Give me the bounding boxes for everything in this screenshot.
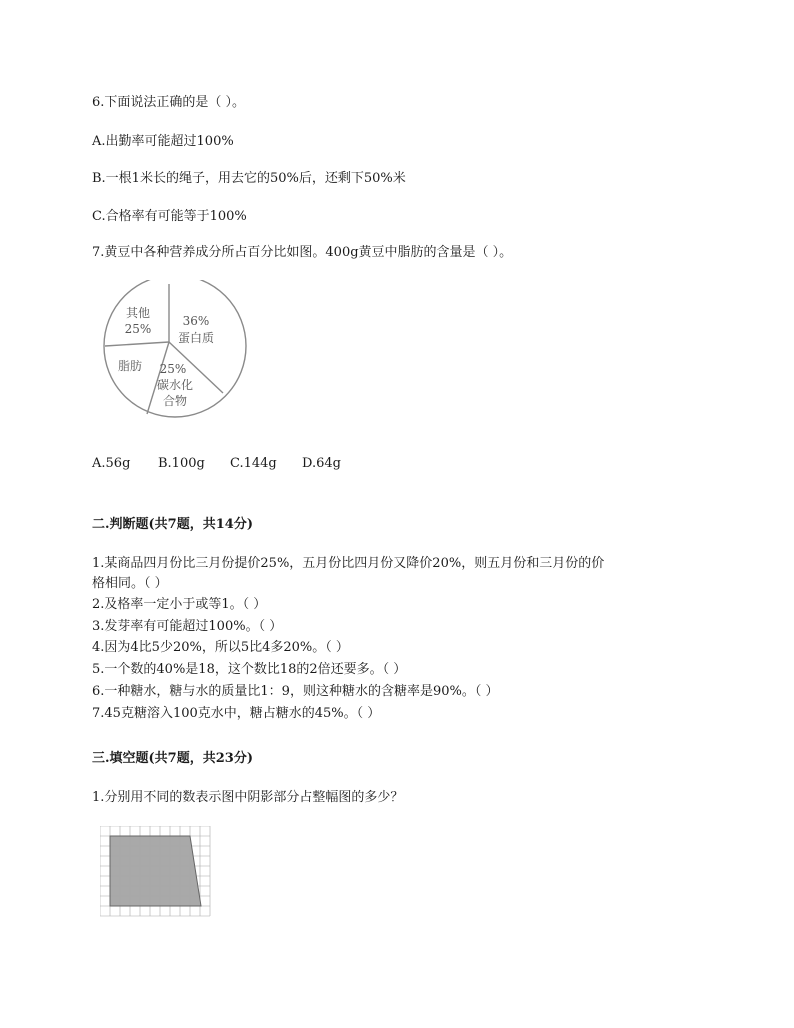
judge-item-2: 2.及格率一定小于或等1。（ ） bbox=[92, 597, 267, 612]
question-7-option-c: C.144g bbox=[230, 456, 277, 471]
fill-question-1: 1.分别用不同的数表示图中阴影部分占整幅图的多少？ bbox=[92, 790, 404, 805]
judge-item-1: 1.某商品四月份比三月份提价25%，五月份比四月份又降价20%，则五月份和三月份的价 bbox=[92, 556, 605, 571]
pie-label-fat-name: 脂肪 bbox=[117, 359, 143, 373]
section-2-title: 二.判断题(共7题，共14分) bbox=[92, 517, 253, 532]
judge-item-4: 4.因为4比5少20%，所以5比4多20%。（ ） bbox=[92, 640, 349, 655]
pie-label-other-percent: 25% bbox=[124, 322, 152, 336]
question-6-option-b: B.一根1米长的绳子，用去它的50%后，还剩下50%米 bbox=[92, 171, 406, 186]
question-6-stem: 6.下面说法正确的是（ ）。 bbox=[92, 95, 246, 110]
question-7-option-d: D.64g bbox=[302, 456, 341, 471]
question-7-options bbox=[92, 456, 341, 471]
section-3-title: 三.填空题(共7题，共23分) bbox=[92, 751, 253, 766]
judge-item-6: 6.一种糖水，糖与水的质量比1：9，则这种糖水的含糖率是90%。（ ） bbox=[92, 684, 499, 699]
shaded-grid-figure bbox=[100, 826, 212, 918]
pie-label-other-name: 其他 bbox=[125, 306, 151, 320]
pie-label-carb-line2: 合物 bbox=[162, 394, 188, 408]
pie-label-carb-line1: 碳水化 bbox=[156, 378, 194, 392]
question-6-option-c: C.合格率有可能等于100% bbox=[92, 209, 247, 224]
question-7-stem: 7.黄豆中各种营养成分所占百分比如图。400g黄豆中脂肪的含量是（ ）。 bbox=[92, 245, 513, 260]
judge-item-3: 3.发芽率有可能超过100%。（ ） bbox=[92, 619, 283, 634]
pie-divider-left bbox=[105, 342, 169, 346]
judge-item-7: 7.45克糖溶入100克水中，糖占糖水的45%。（ ） bbox=[92, 706, 381, 721]
question-7-option-b: B.100g bbox=[158, 456, 205, 471]
judge-item-5: 5.一个数的40%是18，这个数比18的2倍还要多。（ ） bbox=[92, 662, 407, 677]
pie-label-protein-percent: 36% bbox=[182, 314, 210, 328]
pie-label-carb-percent: 25% bbox=[159, 362, 187, 376]
pie-label-protein-name: 蛋白质 bbox=[177, 331, 215, 345]
question-7-option-a: A.56g bbox=[92, 456, 131, 471]
question-6-option-a: A.出勤率可能超过100% bbox=[92, 134, 234, 149]
shaded-trapezoid bbox=[110, 836, 201, 906]
nutrition-pie-chart bbox=[100, 280, 260, 420]
judge-item-1-cont: 格相同。（ ） bbox=[92, 576, 168, 591]
